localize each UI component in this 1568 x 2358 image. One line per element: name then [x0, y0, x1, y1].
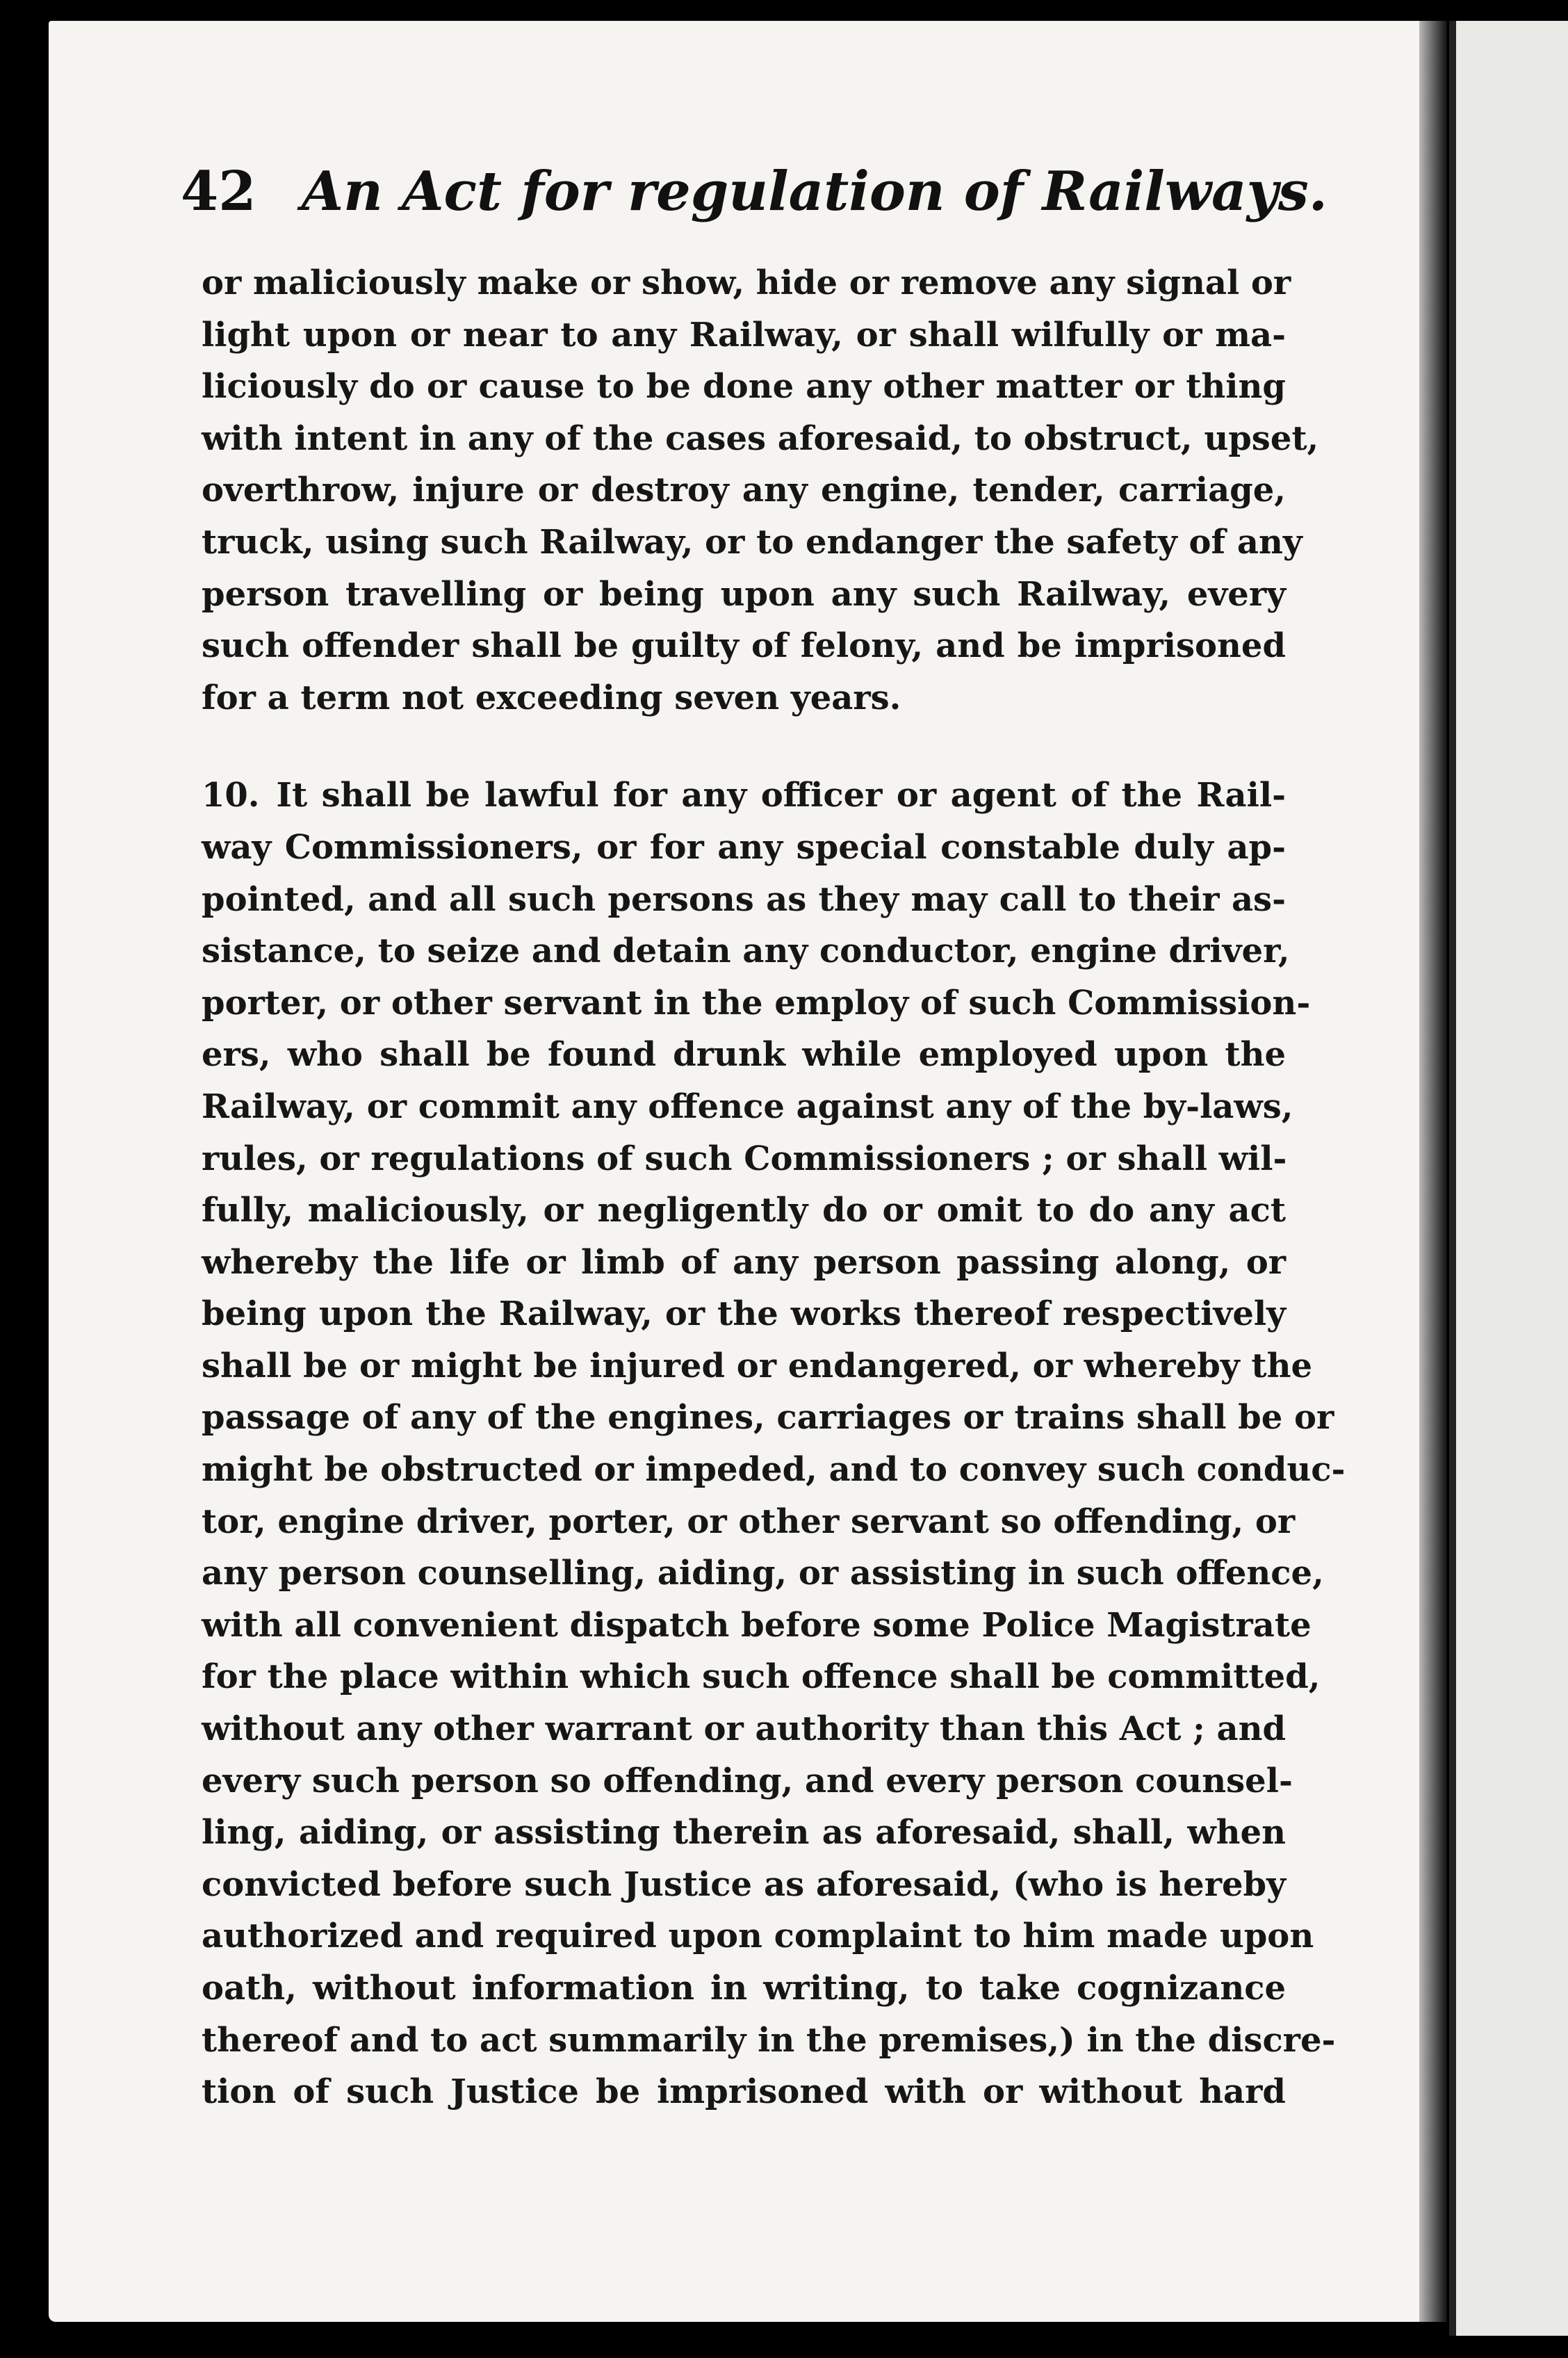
- text-line: way Commissioners, or for any special constable duly ap-: [202, 827, 1286, 867]
- text-line: tor, engine driver, porter, or other servant so offending, or: [202, 1502, 1296, 1541]
- text-line: without any other warrant or authority than this Act ; and: [202, 1709, 1287, 1749]
- text-line: liciously do or cause to be done any other matter or thing: [202, 367, 1286, 407]
- text-line: porter, or other servant in the employ of such Commission-: [202, 983, 1311, 1023]
- text-line: sistance, to seize and detain any conductor, engine driver,: [202, 932, 1290, 971]
- section-number: 10.: [202, 776, 260, 815]
- text-line: overthrow, injure or destroy any engine, tender, carriage,: [202, 471, 1286, 510]
- text-line: for a term not exceeding seven years.: [202, 678, 901, 717]
- text-line: ers, who shall be found drunk while employed upon the: [202, 1035, 1286, 1075]
- text-line: every such person so offending, and every person counsel-: [202, 1761, 1293, 1800]
- running-header: [181, 160, 1328, 223]
- text-line: fully, maliciously, or negligently do or omit to do any act: [202, 1191, 1286, 1230]
- page-edge-shadow: [1419, 21, 1447, 2322]
- text-line: truck, using such Railway, or to endanger the safety of any: [202, 522, 1302, 562]
- body-text: [202, 257, 1346, 2118]
- text-line: ling, aiding, or assisting therein as aforesaid, shall, when: [202, 1813, 1286, 1853]
- text-line: whereby the life or limb of any person passing along, or: [202, 1242, 1286, 1282]
- text-line: convicted before such Justice as aforesaid, (who is hereby: [202, 1864, 1286, 1904]
- text-line: pointed, and all such persons as they may call to their as-: [202, 879, 1286, 919]
- page-number: 42: [181, 160, 256, 223]
- text-line: being upon the Railway, or the works thereof respectively: [202, 1294, 1286, 1334]
- text-line: Railway, or commit any offence against any of the by-laws,: [202, 1087, 1293, 1126]
- paragraph-gap: [202, 724, 1286, 770]
- text-line: any person counselling, aiding, or assisting in such offence,: [202, 1554, 1324, 1593]
- paragraph-continuation: [202, 257, 1319, 724]
- text-line: passage of any of the engines, carriages or trains shall be or: [202, 1398, 1334, 1438]
- text-line: rules, or regulations of such Commissioners ; or shall wil-: [202, 1139, 1287, 1178]
- section-10-paragraph: [202, 770, 1346, 2117]
- text-line: or maliciously make or show, hide or remove any signal or: [202, 263, 1291, 302]
- text-line: thereof and to act summarily in the premises,) in the discre-: [202, 2020, 1336, 2060]
- text-line: with all convenient dispatch before some Police Magistrate: [202, 1605, 1312, 1645]
- text-line-first: [202, 770, 1286, 822]
- text-line: such offender shall be guilty of felony, and be imprisoned: [202, 626, 1286, 666]
- text-line: might be obstructed or impeded, and to convey such conduc-: [202, 1450, 1346, 1490]
- text-line: shall be or might be injured or endangered, or whereby the: [202, 1346, 1313, 1385]
- text-line: oath, without information in writing, to take cognizance: [202, 1969, 1286, 2008]
- text-line: light upon or near to any Railway, or shall wilfully or ma-: [202, 315, 1286, 355]
- text-line: person travelling or being upon any such Railway, every: [202, 574, 1286, 614]
- text-line: with intent in any of the cases aforesaid, to obstruct, upset,: [202, 418, 1319, 458]
- adjacent-page-edge: [1449, 21, 1568, 2336]
- running-title: An Act for regulation of Railways.: [301, 160, 1328, 223]
- text-line: authorized and required upon complaint to him made upon: [202, 1917, 1314, 1956]
- text-line: It shall be lawful for any officer or agent of the Rail-: [276, 776, 1286, 815]
- text-line: for the place within which such offence shall be committed,: [202, 1657, 1321, 1697]
- text-line: tion of such Justice be imprisoned with or without hard: [202, 2072, 1286, 2112]
